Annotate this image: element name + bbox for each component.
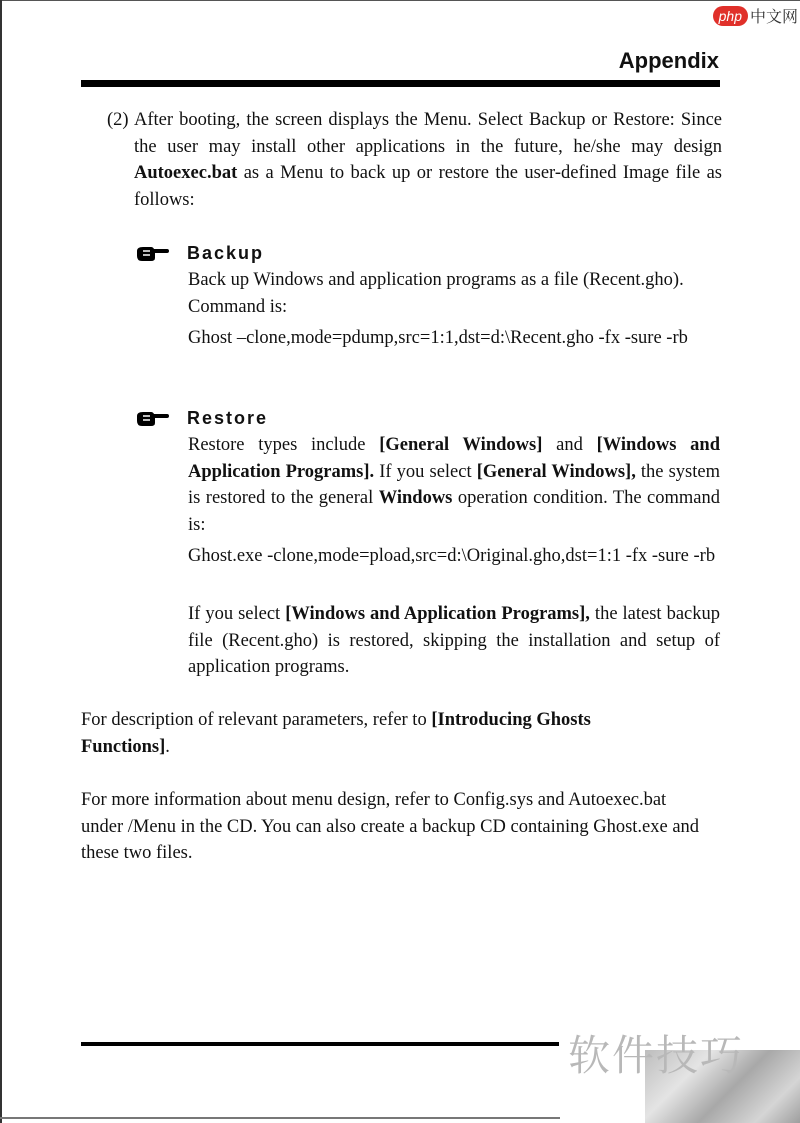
header-rule xyxy=(81,80,720,87)
restore-latest-paragraph: If you select [Windows and Application Programs], the latest backup file (Recent.gho) is restored, skipping the installation and setup of application programs. xyxy=(188,604,720,677)
page-border-left xyxy=(0,0,2,1123)
page-border-bottom xyxy=(0,1117,560,1119)
backup-heading xyxy=(135,243,264,264)
site-watermark-text: 中文网 xyxy=(749,7,798,26)
menu-design-note: For more information about menu design, refer to Config.sys and Autoexec.bat under /Menu in the CD. You can also create a backup CD containing Ghost.exe and these two files. xyxy=(81,790,700,863)
autoexec-bold: Autoexec.bat xyxy=(134,163,238,183)
php-logo: php xyxy=(713,6,748,26)
restore-title: Restore xyxy=(187,408,269,428)
backup-command: Ghost –clone,mode=pdump,src=1:1,dst=d:\Recent.gho -fx -sure -rb xyxy=(188,328,688,348)
pointing-hand-icon xyxy=(135,410,169,428)
restore-heading xyxy=(135,408,268,429)
site-watermark xyxy=(713,4,798,27)
page-header-title: Appendix xyxy=(618,48,719,73)
bottom-watermark-text: 软件技巧 xyxy=(568,1031,745,1080)
item-2-paragraph: (2) After booting, the screen displays the Menu. Select Backup or Restore: Since the user may install other applications in the future, he/she may design Autoexec.bat as a Menu to back up or restore the user-defined Image file as follows: xyxy=(107,107,722,213)
backup-description: Back up Windows and application programs as a file (Recent.gho). Command is: xyxy=(188,270,684,317)
restore-types-paragraph: Restore types include [General Windows] and [Windows and Application Programs]. If you select [General Windows], the system is restored to the general Windows operation condition. The command is: xyxy=(188,435,721,535)
restore-command: Ghost.exe -clone,mode=pload,src=d:\Original.gho,dst=1:1 -fx -sure -rb xyxy=(188,546,716,566)
page-border-top xyxy=(0,0,800,1)
backup-title: Backup xyxy=(187,243,265,263)
item-number: (2) xyxy=(107,110,129,130)
pointing-hand-icon xyxy=(135,245,169,263)
footer-rule xyxy=(81,1042,559,1046)
parameters-note: For description of relevant parameters, refer to [Introducing Ghosts Functions]. xyxy=(81,710,591,757)
